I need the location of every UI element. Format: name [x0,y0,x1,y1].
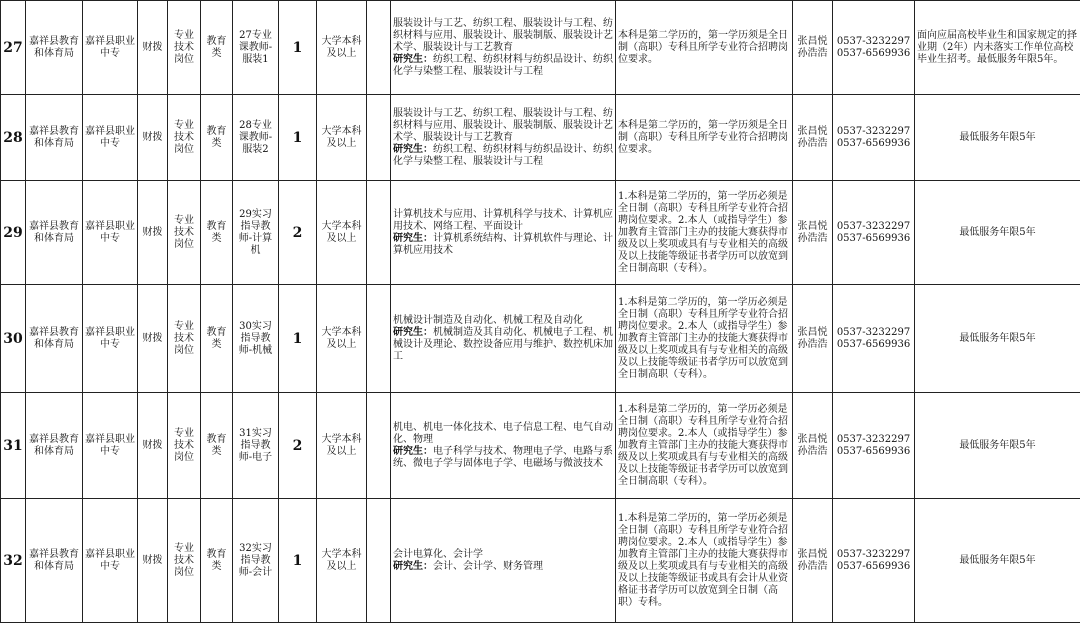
phone-1: 0537-3232297 [836,326,911,338]
row-number: 28 [1,95,26,181]
employer-unit: 嘉祥县职业中专 [83,181,138,285]
phone-2: 0537-6569936 [836,47,911,59]
position-name: 31实习指导教师-电子 [233,393,279,499]
contact-phone [833,95,915,181]
major-undergraduate: 服装设计与工艺、纺织工程、服装设计与工程、纺织材料与应用、服装设计、服装制版、服装设计艺术学、服装设计与工艺教育 [393,107,613,143]
major-graduate-label: 研究生： [393,53,433,65]
education-requirement: 大学本科及以上 [317,181,367,285]
major-requirement [391,499,616,623]
major-graduate: 会计、会计学、财务管理 [433,560,543,572]
employer-unit: 嘉祥县职业中专 [83,95,138,181]
contact-person: 张昌悦 孙浩浩 [793,393,833,499]
row-number: 32 [1,499,26,623]
major-requirement [391,1,616,95]
phone-2: 0537-6569936 [836,560,911,572]
major-graduate-label: 研究生： [393,232,433,244]
employer-unit: 嘉祥县职业中专 [83,499,138,623]
empty-cell [367,181,391,285]
position-name: 28专业课教师-服装2 [233,95,279,181]
major-requirement [391,285,616,393]
funding-type: 财拨 [138,285,168,393]
major-requirement [391,393,616,499]
major-graduate-label: 研究生： [393,445,433,457]
contact-person: 张昌悦 孙浩浩 [793,181,833,285]
remarks: 最低服务年限5年 [915,285,1080,393]
contact-person: 张昌悦 孙浩浩 [793,499,833,623]
row-number: 30 [1,285,26,393]
major-graduate-label: 研究生： [393,560,433,572]
major-graduate: 电子科学与技术、物理电子学、电路与系统、微电子学与固体电子学、电磁场与微波技术 [393,445,613,469]
major-graduate: 计算机系统结构、计算机软件与理论、计算机应用技术 [393,232,613,256]
contact-phone [833,393,915,499]
major-graduate: 机械制造及其自动化、机械电子工程、机械设计及理论、数控设备应用与维护、数控机床加工 [393,326,613,362]
competent-department: 嘉祥县教育和体育局 [26,393,83,499]
other-conditions: 本科是第二学历的，第一学历须是全日制（高职）专科且所学专业符合招聘岗位要求。 [616,1,793,95]
contact-person: 张昌悦 孙浩浩 [793,95,833,181]
position-name: 30实习指导教师-机械 [233,285,279,393]
position-type: 教育类 [201,499,233,623]
phone-2: 0537-6569936 [836,338,911,350]
position-name: 27专业课教师-服装1 [233,1,279,95]
table-row [1,95,1080,181]
major-graduate-label: 研究生： [393,143,433,155]
funding-type: 财拨 [138,393,168,499]
empty-cell [367,393,391,499]
empty-cell [367,285,391,393]
position-category: 专业技术岗位 [168,285,201,393]
phone-2: 0537-6569936 [836,445,911,457]
row-number: 27 [1,1,26,95]
other-conditions: 本科是第二学历的，第一学历须是全日制（高职）专科且所学专业符合招聘岗位要求。 [616,95,793,181]
table-row [1,181,1080,285]
row-number: 31 [1,393,26,499]
table-row [1,1,1080,95]
hiring-count: 1 [279,95,317,181]
competent-department: 嘉祥县教育和体育局 [26,285,83,393]
remarks: 面向应届高校毕业生和国家规定的择业期（2年）内未落实工作单位高校毕业生招考。最低服务年限5年。 [915,1,1080,95]
other-conditions: 1.本科是第二学历的，第一学历必须是全日制（高职）专科且所学专业符合招聘岗位要求。2.本人（或指导学生）参加教育主管部门主办的技能大赛获得市级及以上奖项或具有与专业相关的高级及以上技能等级证书或具有会计从业资格证书者学历可以放宽到全日制（高职）专科。 [616,499,793,623]
position-type: 教育类 [201,393,233,499]
major-undergraduate: 机电、机电一体化技术、电子信息工程、电气自动化、物理 [393,421,613,445]
major-undergraduate: 机械设计制造及自动化、机械工程及自动化 [393,314,583,326]
position-name: 29实习指导教师-计算机 [233,181,279,285]
contact-phone [833,1,915,95]
other-conditions: 1.本科是第二学历的，第一学历必须是全日制（高职）专科且所学专业符合招聘岗位要求。2.本人（或指导学生）参加教育主管部门主办的技能大赛获得市级及以上奖项或具有与专业相关的高级及以上技能等级证书者学历可以放宽到全日制高职（专科）。 [616,285,793,393]
position-type: 教育类 [201,95,233,181]
funding-type: 财拨 [138,1,168,95]
empty-cell [367,1,391,95]
employer-unit: 嘉祥县职业中专 [83,1,138,95]
hiring-count: 1 [279,285,317,393]
contact-phone [833,181,915,285]
other-conditions: 1.本科是第二学历的，第一学历必须是全日制（高职）专科且所学专业符合招聘岗位要求。2.本人（或指导学生）参加教育主管部门主办的技能大赛获得市级及以上奖项或具有与专业相关的高级及以上技能等级证书者学历可以放宽到全日制高职（专科）。 [616,393,793,499]
education-requirement: 大学本科及以上 [317,1,367,95]
phone-1: 0537-3232297 [836,433,911,445]
position-name: 32实习指导教师-会计 [233,499,279,623]
competent-department: 嘉祥县教育和体育局 [26,499,83,623]
other-conditions: 1.本科是第二学历的，第一学历必须是全日制（高职）专科且所学专业符合招聘岗位要求。2.本人（或指导学生）参加教育主管部门主办的技能大赛获得市级及以上奖项或具有与专业相关的高级及以上技能等级证书者学历可以放宽到全日制高职（专科）。 [616,181,793,285]
competent-department: 嘉祥县教育和体育局 [26,95,83,181]
empty-cell [367,95,391,181]
table-row [1,393,1080,499]
position-category: 专业技术岗位 [168,95,201,181]
major-undergraduate: 计算机技术与应用、计算机科学与技术、计算机应用技术、网络工程、平面设计 [393,208,613,232]
contact-person: 张昌悦 孙浩浩 [793,1,833,95]
phone-2: 0537-6569936 [836,137,911,149]
contact-phone [833,285,915,393]
phone-1: 0537-3232297 [836,220,911,232]
education-requirement: 大学本科及以上 [317,499,367,623]
hiring-count: 1 [279,499,317,623]
employer-unit: 嘉祥县职业中专 [83,393,138,499]
position-type: 教育类 [201,181,233,285]
education-requirement: 大学本科及以上 [317,285,367,393]
contact-phone [833,499,915,623]
major-undergraduate: 会计电算化、会计学 [393,548,483,560]
phone-1: 0537-3232297 [836,35,911,47]
phone-1: 0537-3232297 [836,548,911,560]
employer-unit: 嘉祥县职业中专 [83,285,138,393]
funding-type: 财拨 [138,95,168,181]
remarks: 最低服务年限5年 [915,393,1080,499]
competent-department: 嘉祥县教育和体育局 [26,1,83,95]
major-graduate: 纺织工程、纺织材料与纺织品设计、纺织化学与染整工程、服装设计与工程 [393,143,613,167]
hiring-count: 2 [279,181,317,285]
table-row [1,499,1080,623]
position-category: 专业技术岗位 [168,1,201,95]
empty-cell [367,499,391,623]
remarks: 最低服务年限5年 [915,499,1080,623]
position-type: 教育类 [201,1,233,95]
education-requirement: 大学本科及以上 [317,393,367,499]
position-category: 专业技术岗位 [168,393,201,499]
funding-type: 财拨 [138,181,168,285]
funding-type: 财拨 [138,499,168,623]
remarks: 最低服务年限5年 [915,95,1080,181]
major-graduate-label: 研究生： [393,326,433,338]
major-requirement [391,181,616,285]
major-graduate: 纺织工程、纺织材料与纺织品设计、纺织化学与染整工程、服装设计与工程 [393,53,613,77]
table-row [1,285,1080,393]
position-type: 教育类 [201,285,233,393]
hiring-count: 1 [279,1,317,95]
competent-department: 嘉祥县教育和体育局 [26,181,83,285]
contact-person: 张昌悦 孙浩浩 [793,285,833,393]
education-requirement: 大学本科及以上 [317,95,367,181]
major-undergraduate: 服装设计与工艺、纺织工程、服装设计与工程、纺织材料与应用、服装设计、服装制版、服装设计艺术学、服装设计与工艺教育 [393,17,613,53]
phone-1: 0537-3232297 [836,125,911,137]
position-category: 专业技术岗位 [168,181,201,285]
hiring-count: 2 [279,393,317,499]
row-number: 29 [1,181,26,285]
major-requirement [391,95,616,181]
phone-2: 0537-6569936 [836,232,911,244]
remarks: 最低服务年限5年 [915,181,1080,285]
position-category: 专业技术岗位 [168,499,201,623]
